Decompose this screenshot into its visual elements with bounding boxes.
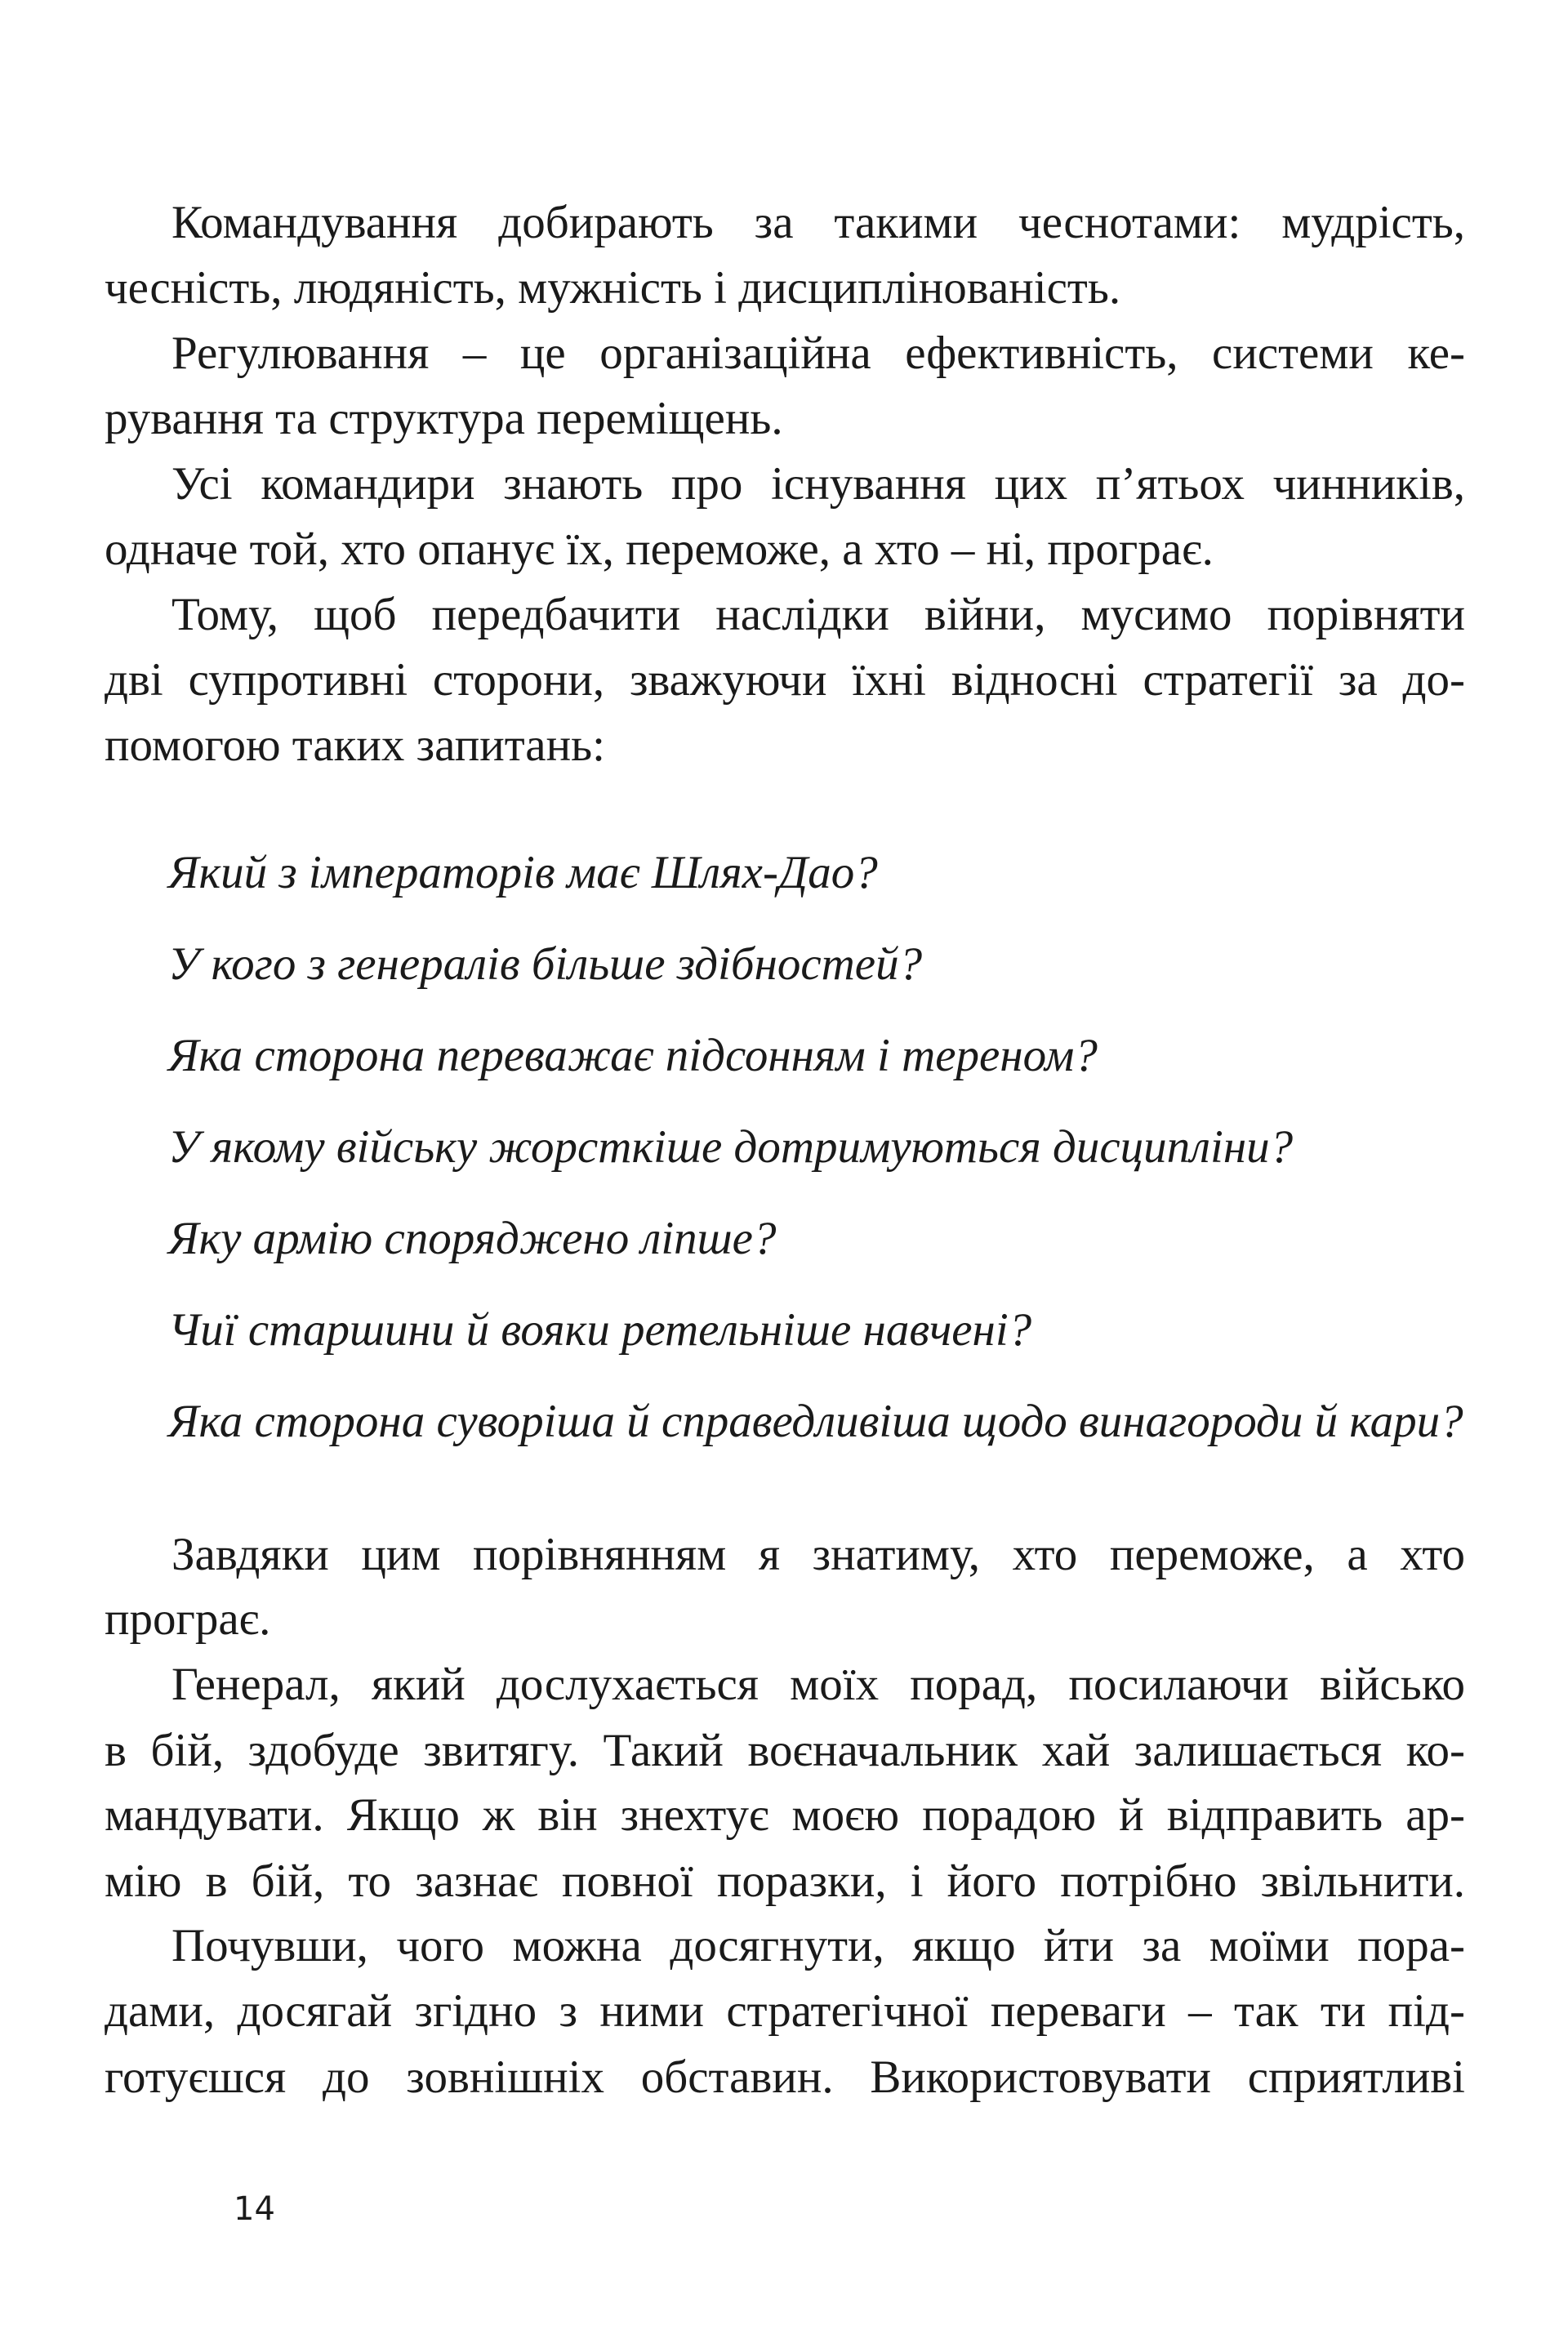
text-line: Усі командири знають про існування цих п’ятьох чинників, — [172, 458, 1465, 510]
text-line: дами, досягай згідно з ними стратегічної переваги – так ти під- — [105, 1985, 1465, 2037]
question-item: Який з імператорів має Шлях-Дао? — [168, 847, 878, 898]
text-line: програє. — [105, 1593, 271, 1645]
text-line: Генерал, який дослухається моїх порад, посилаючи військо — [172, 1659, 1465, 1710]
question-item: У кого з генералів більше здібностей? — [168, 938, 923, 990]
question-item: У якому війську жорсткіше дотримуються дисципліни? — [168, 1121, 1294, 1173]
page-number: 14 — [234, 2190, 275, 2228]
text-line: Регулювання – це організаційна ефективність, системи ке- — [172, 327, 1465, 379]
text-line: дві супротивні сторони, зважуючи їхні відносні стратегії за до- — [105, 654, 1465, 706]
text-line: помогою таких запитань: — [105, 719, 605, 771]
question-item: Яка сторона переважає підсонням і тереном? — [168, 1030, 1098, 1081]
text-line: Почувши, чого можна досягнути, якщо йти за моїми пора- — [172, 1920, 1465, 1971]
text-line: Тому, щоб передбачити наслідки війни, мусимо порівняти — [172, 589, 1465, 640]
text-line: рування та структура переміщень. — [105, 393, 783, 444]
text-line: мію в бій, то зазнає повної поразки, і його потрібно звільнити. — [105, 1855, 1465, 1907]
text-line: чесність, людяність, мужність і дисциплінованість. — [105, 262, 1121, 314]
question-item: Яка сторона суворіша й справедливіша щодо винагороди й кари? — [168, 1396, 1463, 1447]
text-line: в бій, здобуде звитягу. Такий воєначальник хай залишається ко- — [105, 1725, 1465, 1776]
text-line: одначе той, хто опанує їх, переможе, а хто – ні, програє. — [105, 523, 1214, 575]
text-line: мандувати. Якщо ж він знехтує моєю порадою й відправить ар- — [105, 1789, 1465, 1841]
question-item: Яку армію споряджено ліпше? — [168, 1213, 777, 1264]
question-item: Чиї старшини й вояки ретельніше навчені? — [168, 1304, 1032, 1356]
text-line: Командування добирають за такими чеснотами: мудрість, — [172, 197, 1465, 248]
text-line: Завдяки цим порівнянням я знатиму, хто переможе, а хто — [172, 1529, 1465, 1580]
text-line: готуєшся до зовнішніх обставин. Використовувати сприятливі — [105, 2051, 1465, 2103]
